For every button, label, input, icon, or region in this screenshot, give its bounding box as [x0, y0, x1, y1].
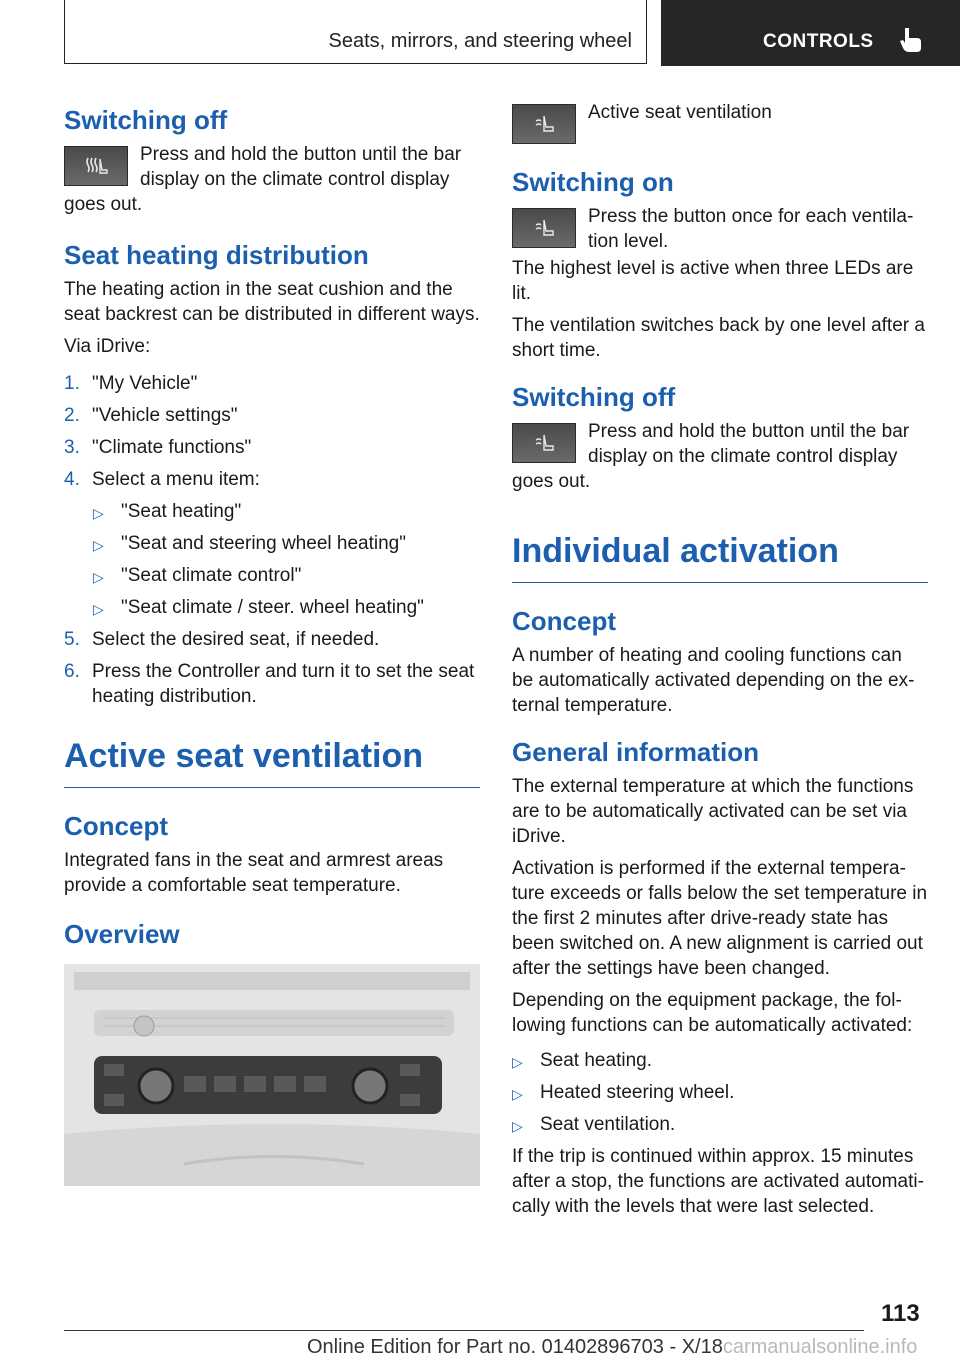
ventilation-button-label: Active seat ventilation: [588, 102, 772, 123]
list-item: [64, 435, 480, 460]
page-number: 113: [881, 1300, 920, 1327]
menu-item-text: "Seat climate / steer. wheel heating": [121, 597, 424, 618]
trip-continued-text: If the trip is continued within approx. 15 minutes after a stop, the functions are activated automati‐cally with the levels that were last selected.: [512, 1146, 924, 1217]
step-text: Press the Controller and turn it to set the seat heating distribution.: [92, 661, 475, 707]
list-item: [64, 467, 480, 492]
seat-ventilation-icon: [531, 113, 557, 135]
idrive-steps-list-continued: [64, 627, 480, 709]
step-number: 1.: [64, 373, 80, 394]
right-column: [512, 100, 928, 1226]
switching-off-text: Press and hold the button until the bar display on the climate control display goes out.: [512, 421, 910, 492]
list-item: [64, 659, 480, 709]
list-item: [64, 371, 480, 396]
switching-off-text: Press and hold the button until the bar display on the climate control display goes out.: [64, 144, 462, 215]
menu-item-text: "Seat heating": [121, 501, 242, 522]
menu-item-text: "Seat climate control": [121, 565, 302, 586]
general-information-text: The external temperature at which the functions are to be automatically activated can be set via iDrive.: [512, 776, 914, 847]
seat-heating-button-row: [64, 142, 480, 217]
climate-panel-illustration: [64, 964, 480, 1186]
switching-off-heading: Switching off: [512, 382, 676, 412]
ventilation-off-button-row: [512, 419, 928, 494]
pointing-hand-icon: [897, 26, 925, 54]
idrive-steps-list: [64, 371, 480, 492]
function-text: Seat ventilation.: [540, 1114, 676, 1135]
function-text: Heated steering wheel.: [540, 1082, 735, 1103]
bullet-triangle-icon: ▷: [93, 569, 104, 585]
seat-ventilation-icon: [531, 217, 557, 239]
switch-back-text: The ventilation switches back by one level after a short time.: [512, 315, 925, 361]
ventilation-on-button-row: [512, 204, 928, 256]
climate-control-panel-photo: [64, 964, 480, 1186]
concept-text: Integrated fans in the seat and armrest areas provide a comfortable seat temperature.: [64, 850, 444, 896]
step-number: 4.: [64, 469, 80, 490]
list-item: [93, 563, 480, 588]
list-item: [93, 595, 480, 620]
bullet-triangle-icon: ▷: [512, 1118, 523, 1134]
bullet-triangle-icon: ▷: [512, 1086, 523, 1102]
menu-item-text: "Seat and steering wheel heating": [121, 533, 406, 554]
step-number: 5.: [64, 629, 80, 650]
step-number: 3.: [64, 437, 80, 458]
list-item: [512, 1080, 928, 1105]
list-item: [64, 403, 480, 428]
auto-functions-list: [512, 1048, 928, 1137]
concept-heading: Concept: [512, 606, 616, 636]
step-number: 6.: [64, 661, 80, 682]
bullet-triangle-icon: ▷: [512, 1054, 523, 1070]
seat-ventilation-button-image: [512, 423, 576, 463]
seat-ventilation-icon: [531, 432, 557, 454]
seat-heating-distribution-heading: Seat heating distribution: [64, 240, 369, 270]
list-item: [93, 499, 480, 524]
activation-text: Activation is performed if the external tempera‐ture exceeds or falls below the set temperature in the first 2 minutes after drive-ready state has been switched on. A new alignment is carried out after the settings have been changed.: [512, 858, 928, 979]
step-number: 2.: [64, 405, 80, 426]
individual-activation-heading: Individual activation: [512, 530, 928, 583]
switching-on-text: Press the button once for each ventila‐tion level.: [588, 206, 914, 252]
footer-divider: [64, 1330, 864, 1331]
general-information-heading: General information: [512, 737, 760, 767]
function-text: Seat heating.: [540, 1050, 652, 1071]
depending-text: Depending on the equipment package, the fol‐lowing functions can be automatically activated:: [512, 990, 913, 1036]
left-column: [64, 96, 480, 1186]
header-section-title: Seats, mirrors, and steering wheel: [328, 30, 632, 52]
seat-heating-icon: [83, 155, 109, 177]
bullet-triangle-icon: ▷: [93, 537, 104, 553]
step-text: "My Vehicle": [92, 373, 198, 394]
step-text: Select a menu item:: [92, 469, 260, 490]
list-item: [512, 1112, 928, 1137]
seat-ventilation-button-image: [512, 208, 576, 248]
switching-on-heading: Switching on: [512, 167, 674, 197]
step-text: "Climate functions": [92, 437, 252, 458]
watermark-text: carmanualsonline.info: [722, 1336, 918, 1358]
seat-heating-button-image: [64, 146, 128, 186]
step-text: Select the desired seat, if needed.: [92, 629, 380, 650]
active-seat-ventilation-heading: Active seat ventilation: [64, 735, 480, 788]
list-item: [512, 1048, 928, 1073]
footer-edition: [307, 1336, 917, 1359]
overview-heading: Overview: [64, 919, 180, 949]
list-item: [64, 627, 480, 652]
concept-heading: Concept: [64, 811, 168, 841]
bullet-triangle-icon: ▷: [93, 505, 104, 521]
via-idrive-text: Via iDrive:: [64, 336, 151, 357]
menu-items-list: [64, 499, 480, 620]
header-chapter-title: CONTROLS: [763, 31, 874, 52]
list-item: [93, 531, 480, 556]
switching-off-heading: Switching off: [64, 105, 228, 135]
ventilation-button-row: [512, 100, 928, 152]
bullet-triangle-icon: ▷: [93, 601, 104, 617]
concept-text: A number of heating and cooling functions can be automatically activated depending on the ex‐ternal temperature.: [512, 645, 915, 716]
step-text: "Vehicle settings": [92, 405, 238, 426]
highest-level-text: The highest level is active when three LEDs are lit.: [512, 258, 914, 304]
edition-text: Online Edition for Part no. 01402896703 - X/18: [307, 1336, 723, 1358]
seat-ventilation-button-image: [512, 104, 576, 144]
header-section-box: [64, 0, 647, 64]
header-chapter-box: [661, 0, 960, 66]
distribution-text: The heating action in the seat cushion and the seat backrest can be distributed in different ways.: [64, 279, 480, 325]
